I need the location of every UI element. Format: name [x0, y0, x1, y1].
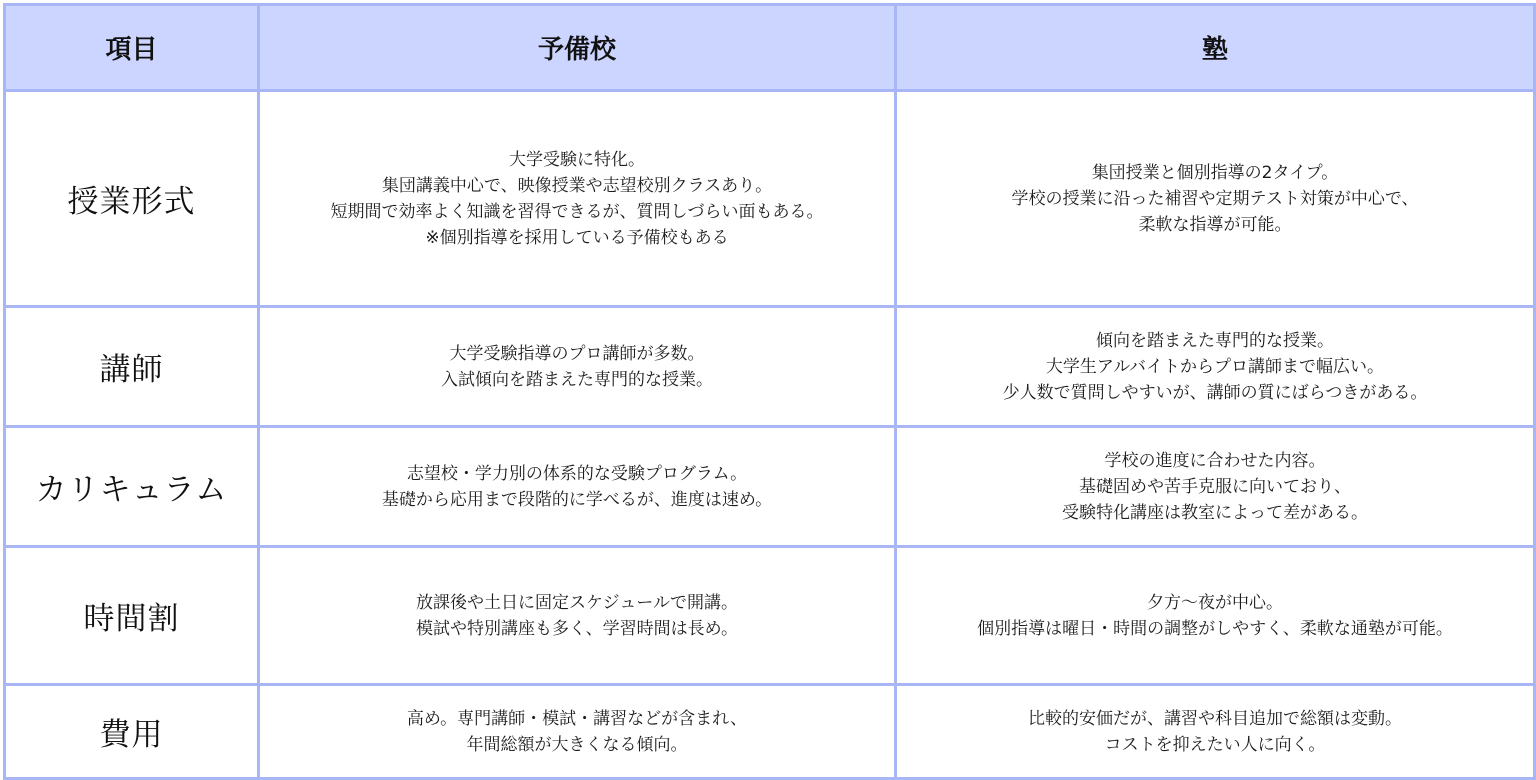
- cell-text: 短期間で効率よく知識を習得できるが、質問しづらい面もある。: [330, 201, 824, 222]
- row-label-schedule: 時間割: [5, 547, 259, 685]
- comparison-table: [3, 3, 1536, 780]
- cell-text: 学校の授業に沿った補習や定期テスト対策が中心で、: [1011, 188, 1419, 209]
- cell-yobiko-curriculum: [259, 427, 896, 547]
- cell-text: 少人数で質問しやすいが、講師の質にばらつきがある。: [1002, 382, 1428, 403]
- table-row: [5, 307, 1535, 427]
- table-row: [5, 91, 1535, 307]
- row-label-teacher: 講師: [5, 307, 259, 427]
- cell-text: 基礎固めや苦手克服に向いており、: [1079, 476, 1351, 497]
- cell-yobiko-cost: [259, 685, 896, 779]
- header-item: 項目: [5, 5, 259, 91]
- row-label-curriculum: カリキュラム: [5, 427, 259, 547]
- table-header: [5, 5, 1535, 91]
- cell-text: 大学受験指導のプロ講師が多数。: [449, 343, 705, 364]
- table-row: [5, 685, 1535, 779]
- cell-text: 柔軟な指導が可能。: [1138, 214, 1292, 235]
- cell-juku-schedule: [896, 547, 1535, 685]
- table-row: [5, 427, 1535, 547]
- cell-text: 比較的安価だが、講習や科目追加で総額は変動。: [1028, 708, 1402, 729]
- cell-yobiko-teacher: [259, 307, 896, 427]
- cell-yobiko-schedule: [259, 547, 896, 685]
- cell-text: 模試や特別講座も多く、学習時間は長め。: [416, 618, 738, 639]
- cell-text: 大学受験に特化。: [509, 149, 645, 170]
- header-juku: 塾: [896, 5, 1535, 91]
- header-row: [5, 5, 1535, 91]
- header-yobiko: 予備校: [259, 5, 896, 91]
- row-label-format: 授業形式: [5, 91, 259, 307]
- cell-juku-curriculum: [896, 427, 1535, 547]
- cell-text: 集団授業と個別指導の2タイプ。: [1091, 162, 1339, 183]
- cell-text: 夕方〜夜が中心。: [1147, 592, 1283, 613]
- cell-text: 入試傾向を踏まえた専門的な授業。: [441, 369, 713, 390]
- cell-juku-cost: [896, 685, 1535, 779]
- cell-text: コストを抑えたい人に向く。: [1104, 734, 1326, 755]
- cell-text: 個別指導は曜日・時間の調整がしやすく、柔軟な通塾が可能。: [977, 618, 1453, 639]
- cell-text: ※個別指導を採用している予備校もある: [425, 227, 729, 248]
- cell-yobiko-format: [259, 91, 896, 307]
- row-label-cost: 費用: [5, 685, 259, 779]
- cell-juku-format: [896, 91, 1535, 307]
- cell-juku-teacher: [896, 307, 1535, 427]
- cell-text: 基礎から応用まで段階的に学べるが、進度は速め。: [381, 489, 773, 510]
- table-row: [5, 547, 1535, 685]
- cell-text: 受験特化講座は教室によって差がある。: [1062, 502, 1368, 523]
- cell-text: 放課後や土日に固定スケジュールで開講。: [416, 592, 738, 613]
- cell-text: 高め。専門講師・模試・講習などが含まれ、: [406, 708, 748, 729]
- table-body: [5, 91, 1535, 779]
- cell-text: 集団講義中心で、映像授業や志望校別クラスあり。: [381, 175, 773, 196]
- cell-text: 大学生アルバイトからプロ講師まで幅広い。: [1045, 356, 1385, 377]
- cell-text: 傾向を踏まえた専門的な授業。: [1096, 330, 1334, 351]
- cell-text: 年間総額が大きくなる傾向。: [466, 734, 688, 755]
- cell-text: 学校の進度に合わせた内容。: [1104, 450, 1326, 471]
- cell-text: 志望校・学力別の体系的な受験プログラム。: [406, 463, 748, 484]
